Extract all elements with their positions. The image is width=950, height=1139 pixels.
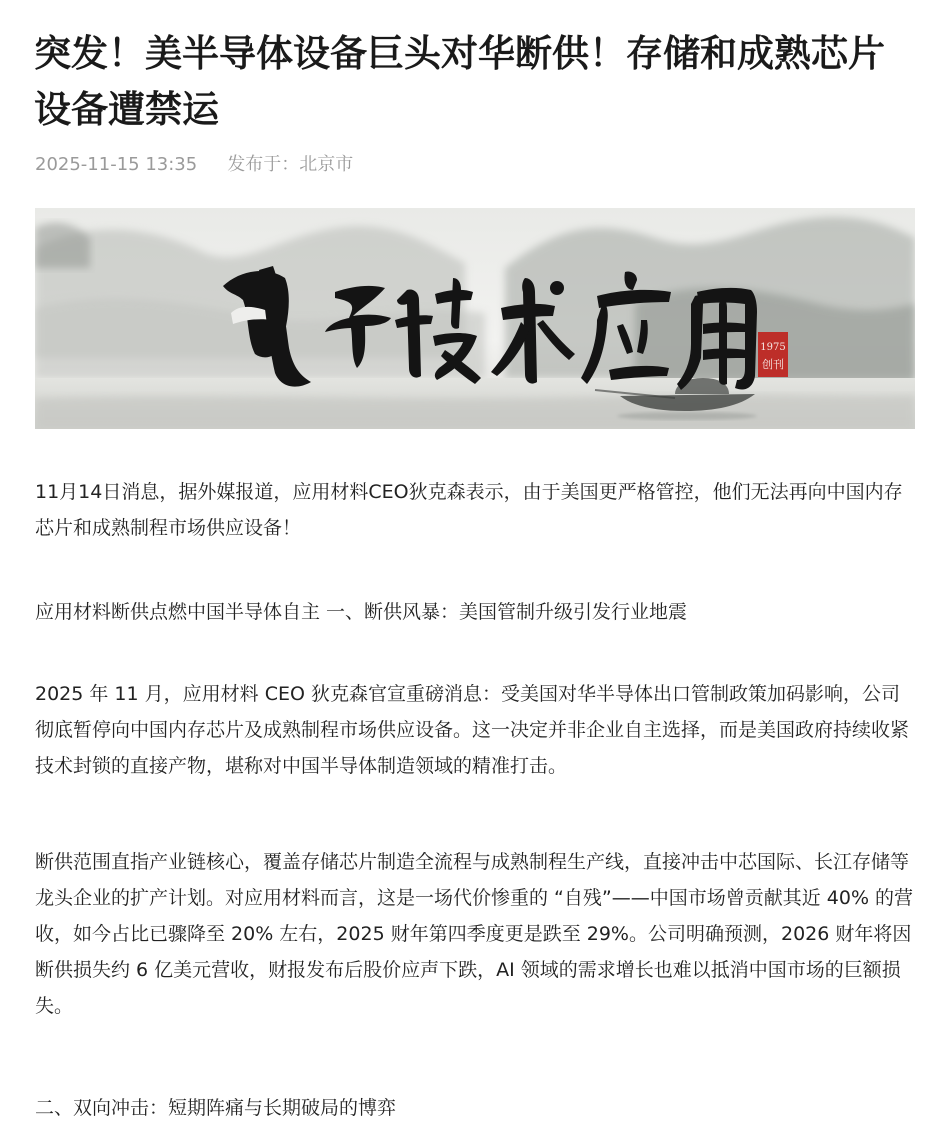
ink-landscape-illustration — [35, 208, 915, 429]
publish-date: 2025-11-15 13:35 — [35, 154, 198, 175]
paragraph-4: 断供范围直指产业链核心，覆盖存储芯片制造全流程与成熟制程生产线，直接冲击中芯国际、长江存储等龙头企业的扩产计划。对应用材料而言，这是一场代价惨重的 “自残”——中国市场曾贡献其近 40% 的营收，如今占比已骤降至 20% 左右，2025 财年第四季度更是跌至 29%。公司明确预测，2026 财年将因断供损失约 6 亿美元营收，财报发布后股价应声下跌，AI 领域的需求增长也难以抵消中国市场的巨额损失。 — [35, 851, 914, 1017]
paragraph-2: 应用材料断供点燃中国半导体自主 一、断供风暴：美国管制升级引发行业地震 — [35, 601, 688, 623]
article-meta — [35, 153, 353, 177]
paragraph-3: 2025 年 11 月，应用材料 CEO 狄克森官宣重磅消息：受美国对华半导体出口管制政策加码影响，公司彻底暂停向中国内存芯片及成熟制程市场供应设备。这一决定并非企业自主选择，而是美国政府持续收紧技术封锁的直接产物，堪称对中国半导体制造领域的精准打击。 — [35, 683, 910, 777]
publish-location: 发布于：北京市 — [227, 154, 354, 175]
svg-text:创刊: 创刊 — [762, 358, 784, 371]
article-title: 突发！美半导体设备巨头对华断供！存储和成熟芯片设备遭禁运 — [34, 32, 885, 131]
red-seal-stamp — [758, 332, 788, 377]
svg-text:1975: 1975 — [760, 342, 786, 353]
paragraph-1: 11月14日消息，据外媒报道，应用材料CEO狄克森表示，由于美国更严格管控，他们无法再向中国内存芯片和成熟制程市场供应设备！ — [35, 481, 903, 539]
banner-image — [35, 208, 915, 429]
paragraph-5-section-heading: 二、双向冲击：短期阵痛与长期破局的博弈 — [35, 1097, 397, 1119]
